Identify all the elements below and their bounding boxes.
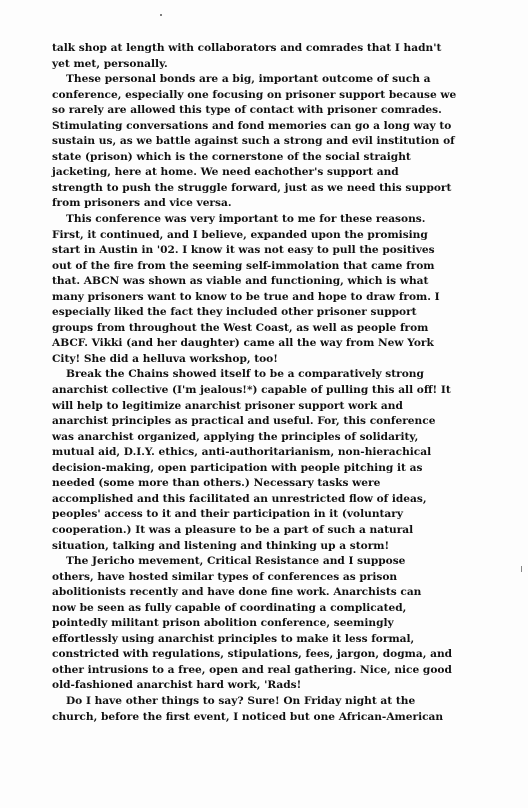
text-line: Stimulating conversations and fond memories can go a long way to [52, 119, 452, 132]
text-line: others, have hosted similar types of conferences as prison [52, 570, 398, 583]
text-line: City! She did a helluva workshop, too! [52, 352, 278, 365]
text-line: from prisoners and vice versa. [52, 197, 232, 210]
text-line: anarchist principles as practical and useful. For, this conference [52, 415, 436, 428]
text-line: sustain us, as we battle against such a strong and evil institution of [52, 135, 455, 148]
text-line: groups from throughout the West Coast, as well as people from [52, 321, 429, 334]
scan-speck [521, 566, 522, 572]
text-line: pointedly militant prison abolition conference, seemingly [52, 617, 394, 630]
text-line: especially liked the fact they included other prisoner support [52, 306, 417, 319]
text-line: This conference was very important to me for these reasons. [66, 213, 426, 226]
text-line: start in Austin in '02. I know it was not easy to pull the positives [52, 244, 435, 257]
text-line: many prisoners want to know to be true and hope to draw from. I [52, 290, 440, 303]
text-line: will help to legitimize anarchist prisoner support work and [52, 399, 403, 412]
text-line: mutual aid, D.I.Y. ethics, anti-authoritarianism, non-hierachical [52, 446, 432, 459]
text-line: situation, talking and listening and thinking up a storm! [52, 539, 390, 552]
text-line: now be seen as fully capable of coordinating a complicated, [52, 601, 407, 614]
text-line: accomplished and this facilitated an unrestricted flow of ideas, [52, 492, 427, 505]
text-line: The Jericho mevement, Critical Resistance and I suppose [66, 555, 406, 568]
text-line: needed (some more than others.) Necessary tasks were [52, 477, 381, 490]
text-line: Break the Chains showed itself to be a comparatively strong [66, 368, 424, 381]
text-line: other intrusions to a free, open and real gathering. Nice, nice good [52, 663, 452, 676]
text-line: state (prison) which is the cornerstone of the social straight [52, 150, 411, 163]
text-line: strength to push the struggle forward, just as we need this support [52, 181, 452, 194]
text-line: so rarely are allowed this type of contact with prisoner comrades. [52, 104, 442, 117]
text-line: was anarchist organized, applying the principles of solidarity, [52, 430, 419, 443]
text-line: conference, especially one focusing on prisoner support because we [52, 88, 457, 101]
body-text [52, 41, 502, 725]
text-line: talk shop at length with collaborators and comrades that I hadn't [52, 42, 442, 54]
text-line: First, it continued, and I believe, expanded upon the promising [52, 228, 428, 241]
scan-speck [160, 14, 162, 16]
text-line: decision-making, open participation with people pitching it as [52, 461, 423, 474]
text-line: peoples' access to it and their participation in it (voluntary [52, 508, 404, 521]
text-line: church, before the first event, I noticed but one African-American [52, 710, 444, 723]
text-line: that. ABCN was shown as viable and functioning, which is what [52, 275, 429, 288]
text-line: These personal bonds are a big, important outcome of such a [66, 73, 431, 86]
text-line: constricted with regulations, stipulations, fees, jargon, dogma, and [52, 648, 453, 661]
text-line: abolitionists recently and have done fine work. Anarchists can [52, 586, 422, 599]
text-line: ABCF. Vikki (and her daughter) came all the way from New York [52, 337, 434, 350]
text-line: jacketing, here at home. We need eachother's support and [52, 166, 399, 179]
text-line: effortlessly using anarchist principles to make it less formal, [52, 632, 415, 645]
text-line: anarchist collective (I'm jealous!*) capable of pulling this all off! It [52, 384, 451, 397]
text-line: yet met, personally. [52, 57, 168, 70]
text-line: Do I have other things to say? Sure! On Friday night at the [66, 694, 416, 707]
text-line: out of the fire from the seeming self-immolation that came from [52, 259, 435, 272]
text-line: old-fashioned anarchist hard work, 'Rads! [52, 679, 302, 692]
text-line: cooperation.) It was a pleasure to be a part of such a natural [52, 523, 414, 536]
